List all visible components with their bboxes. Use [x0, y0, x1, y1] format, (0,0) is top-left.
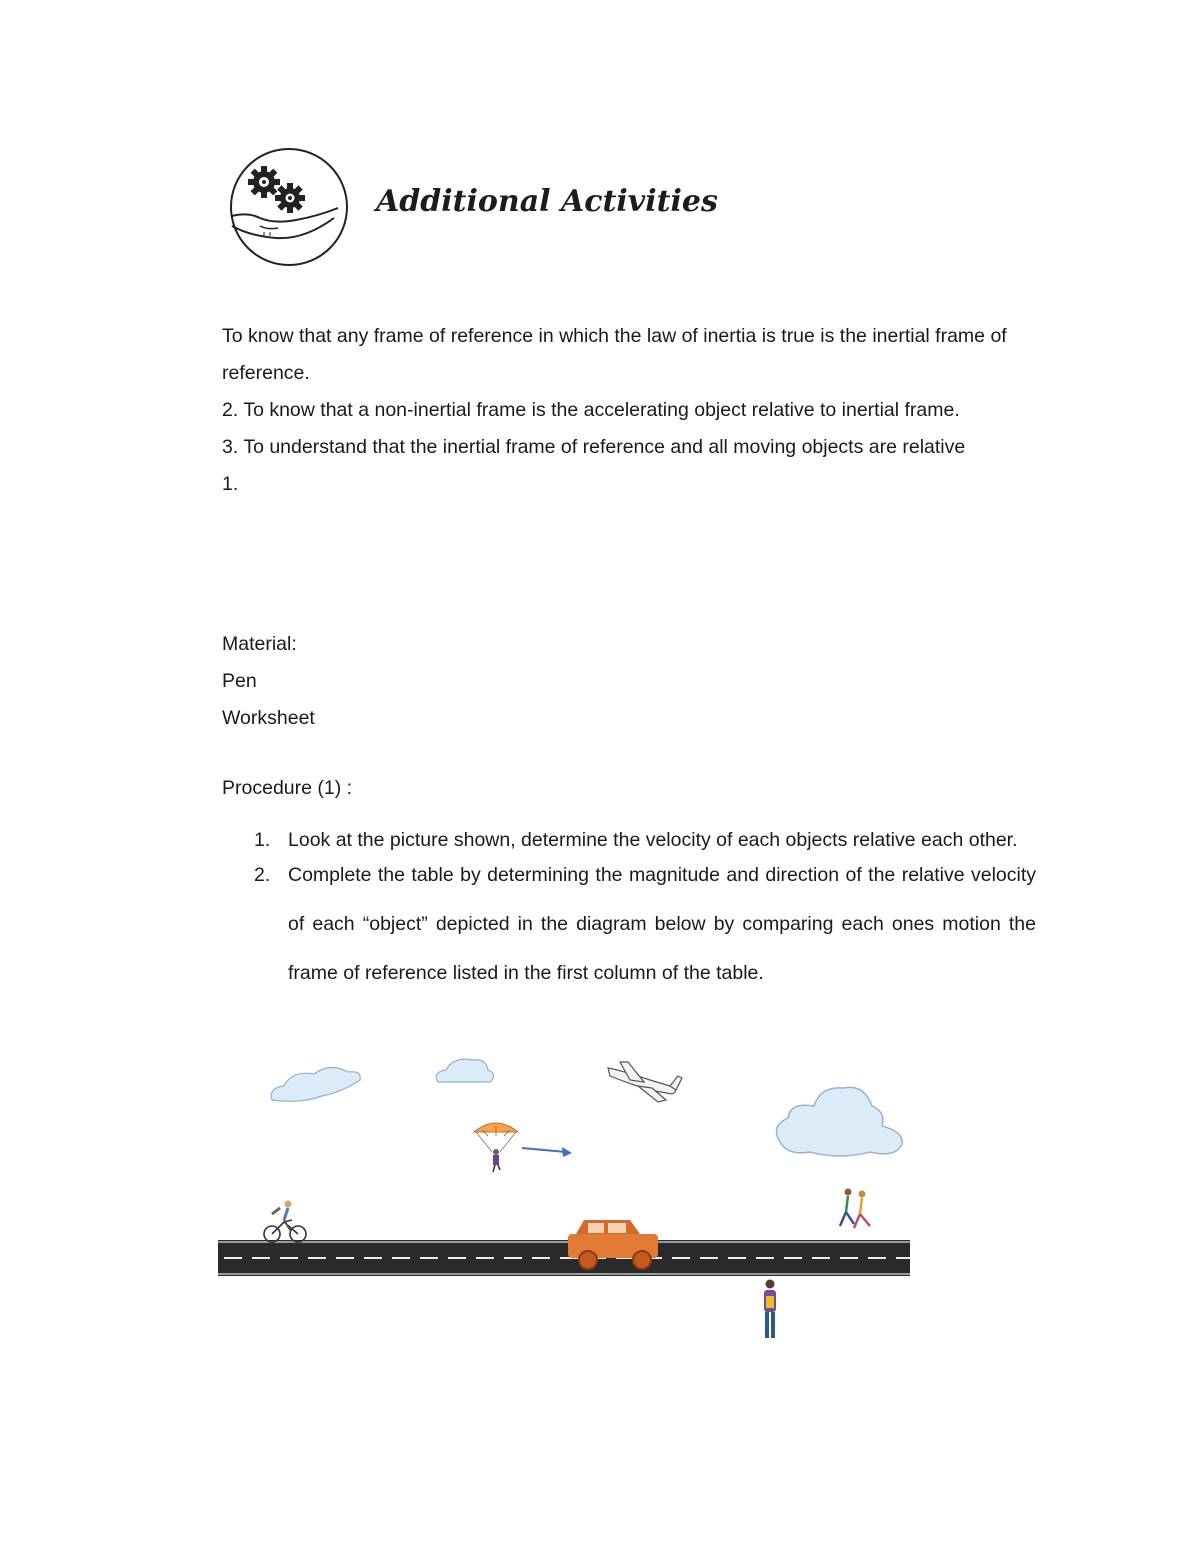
objective-text: 3. To understand that the inertial frame of reference and all moving objects are relative	[222, 436, 966, 458]
list-item	[254, 851, 1036, 998]
cloud-icon	[436, 1059, 493, 1082]
procedure-heading: Procedure (1) :	[222, 777, 353, 799]
objective-text: 2. To know that a non-inertial frame is the accelerating object relative to inertial frame.	[222, 399, 960, 421]
velocity-arrow	[522, 1147, 572, 1157]
gears-in-hand-icon	[226, 146, 352, 268]
materials-heading: Material:	[222, 633, 297, 655]
objective-text: To know that any frame of reference in which the law of inertia is true is the inertial frame of reference.	[222, 325, 1007, 384]
page-title: Additional Activities	[376, 184, 718, 219]
step-text: Complete the table by determining the magnitude and direction of the relative velocity of each “object” depicted in the diagram below by comparing each ones motion the frame of reference listed in the first column of the table.	[288, 864, 1036, 984]
material-item: Pen	[222, 670, 257, 692]
cloud-icon	[271, 1067, 360, 1101]
step-text: Look at the picture shown, determine the velocity of each objects relative each other.	[288, 829, 1018, 851]
procedure-section	[222, 773, 352, 803]
runners-icon	[840, 1189, 870, 1229]
material-item: Worksheet	[222, 707, 315, 729]
objective-text: 1.	[222, 473, 239, 495]
standing-person-icon	[764, 1280, 776, 1339]
materials-section	[222, 626, 315, 737]
step-number: 1.	[254, 829, 271, 851]
cyclist-icon	[264, 1201, 306, 1243]
step-number: 2.	[254, 864, 271, 886]
objectives	[222, 318, 1042, 503]
airplane-icon	[608, 1062, 682, 1102]
procedure-steps	[254, 822, 1036, 998]
parachutist-icon	[474, 1123, 518, 1172]
road	[218, 1240, 910, 1276]
cloud-icon	[776, 1087, 902, 1156]
motion-diagram	[210, 1048, 930, 1368]
